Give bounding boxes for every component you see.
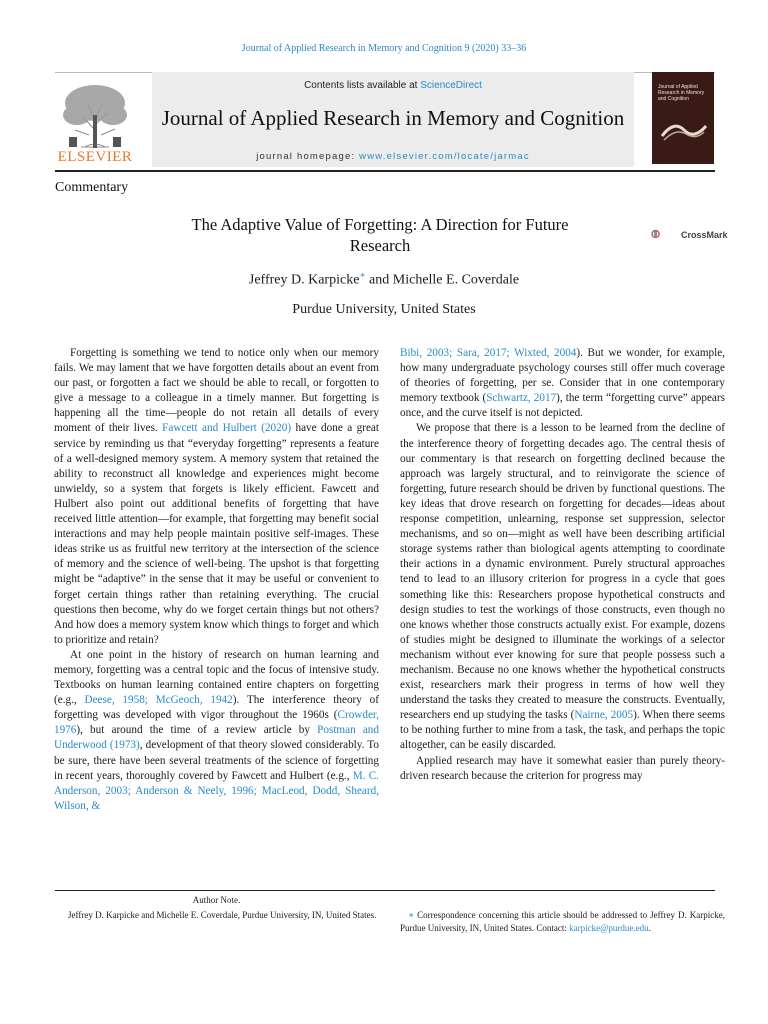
body-column-right: [400, 346, 725, 784]
cover-art-icon: [660, 116, 708, 146]
crossmark-icon[interactable]: [651, 220, 679, 248]
section-label: Commentary: [55, 180, 129, 195]
reference-link[interactable]: Crowder, 1976: [54, 709, 379, 737]
paragraph: Applied research may have it somewhat easier than purely theory-driven research because the criterion for progress may: [400, 754, 725, 782]
affiliation: Purdue University, United States: [292, 302, 476, 317]
correspondence-note: ∗ Correspondence concerning this article should be addressed to Jeffrey D. Karpicke, Purdue University, IN, United States. Contact: karpicke@purdue.edu.: [400, 910, 725, 933]
header-bottom-rule: [55, 170, 715, 172]
author-line: [0, 270, 768, 289]
homepage-prefix: journal homepage:: [256, 151, 360, 162]
journal-cover-thumbnail[interactable]: [652, 72, 714, 164]
author-note-heading: Author Note.: [192, 895, 241, 905]
author-note: Jeffrey D. Karpicke and Michelle E. Coverdale, Purdue University, IN, United States.: [68, 910, 377, 920]
corresponding-author-star[interactable]: ∗: [359, 270, 366, 280]
homepage-link[interactable]: www.elsevier.com/locate/jarmac: [359, 151, 530, 162]
footnote-rule: [55, 890, 715, 891]
footnote-star: ∗: [408, 910, 415, 920]
reference-link[interactable]: Deese, 1958; McGeoch, 1942: [84, 694, 233, 707]
crossmark-label[interactable]: CrossMark: [681, 230, 728, 240]
reference-link[interactable]: Nairne, 2005: [574, 709, 634, 722]
reference-link[interactable]: Fawcett and Hulbert (2020): [162, 422, 292, 435]
paragraph: We propose that there is a lesson to be learned from the decline of the interference theory of forgetting decades ago. The central thesis of our commentary is that research on forgetting declined because the approach was largely structural, and to reinvigorate the science of forgetting, future research should be driven by functional questions. The key ideas that drove research on forgetting for decades—ideas about response competition, unlearning, response set suppression, selector mechanisms, and so on—might as well have been describing artificial storage systems rather than biological agents attempting to coordinate their actions in a dynamic environment. Purely structural approaches tend to lead to an illusory criterion for progress in a cycle that goes something like this: Researchers propose hypothetical constructs and design studies to test the workings of those constructs, even though no one knows whether those constructs actually exist. For example, dozens of studies might be designed to illuminate the workings of a selector mechanism without ever knowing for sure that people possess such a mechanism. Because no one knows whether the hypothetical constructs exist, researchers mark their progress in terms of how well they understand the tasks they created to measure the constructs. Eventually, researchers end up studying the tasks (Nairne, 2005). When there seems to be nothing further to mine from a task, the task, and perhaps the topic altogether, can be easily discarded.: [400, 422, 726, 752]
contents-line: [152, 80, 634, 91]
paragraph: Forgetting is something we tend to notice only when our memory fails. We may lament that we have forgotten details about an event from our past, or forgotten a fact we should be able to recall, or forgotten to give a message to a colleague in a timely manner. But forgetting is happening all the time—people do not retain all details of every moment of their lives. Fawcett and Hulbert (2020) have done a great service by reminding us that “everyday forgetting” represents a feature of a well-designed memory system. A memory system that retained the ability to reconstruct all knowledge and experiences might become unwieldy, so a system that forgets is likely efficient. Fawcett and Hulbert also point out additional benefits of forgetting that have received little attention—for example, that forgetting may benefit social interactions and may help people maintain positive self-images. These ideas strike us as fruitful new territory at the intersection of the science of memory and the science of well-being. The upshot is that forgetting might be “adaptive” in the sense that it may be useful or convenient to forget certain things rather than retaining everything. The crucial questions then become, why do we forget certain things but not others? And how does a memory system know which things to forget and which to prioritize and retain?: [54, 347, 379, 646]
journal-citation[interactable]: Journal of Applied Research in Memory and Cognition 9 (2020) 33–36: [241, 43, 527, 54]
author-karpicke: Jeffrey D. Karpicke: [248, 272, 360, 288]
email-link[interactable]: karpicke@purdue.edu: [569, 923, 649, 933]
paragraph: Bibi, 2003; Sara, 2017; Wixted, 2004). But we wonder, for example, how many undergraduate psychology courses still offer much coverage of theories of forgetting, per se. Consider that in one contemporary memory textbook (Schwartz, 2017), the term “forgetting curve” appears once, and the curve itself is not depicted.: [400, 347, 725, 420]
sciencedirect-link[interactable]: ScienceDirect: [420, 80, 482, 91]
contents-prefix: Contents lists available at: [304, 80, 421, 91]
elsevier-wordmark: ELSEVIER: [57, 149, 133, 165]
reference-link[interactable]: M. C. Anderson, 2003; Anderson & Neely, 1996; MacLeod, Dodd, Sheard, Wilson, &: [54, 769, 379, 812]
journal-title: Journal of Applied Research in Memory and Cognition: [161, 106, 625, 130]
author-coverdale: and Michelle E. Coverdale: [365, 272, 520, 288]
reference-link[interactable]: Schwartz, 2017: [486, 392, 557, 405]
journal-homepage: [152, 151, 634, 162]
cover-title: Journal of Applied Research in Memory and Cognition: [658, 84, 705, 102]
body-column-left: [54, 346, 379, 814]
paragraph: At one point in the history of research on human learning and memory, forgetting was a central topic and the focus of intensive study. Textbooks on human learning contained entire chapters on forgetting (e.g., Deese, 1958; McGeoch, 1942). The interference theory of forgetting was developed with vigor throughout the 1960s (Crowder, 1976), but around the time of a review article by Postman and Underwood (1973), development of that theory slowed considerably. To be sure, there have been several treatments of the science of forgetting in recent years, thoroughly covered by Fawcett and Hulbert (e.g., M. C. Anderson, 2003; Anderson & Neely, 1996; MacLeod, Dodd, Sheard, Wilson, &: [54, 648, 379, 812]
reference-link[interactable]: Postman and Underwood (1973): [54, 724, 379, 752]
reference-link[interactable]: Bibi, 2003; Sara, 2017; Wixted, 2004: [400, 347, 577, 359]
article-title: The Adaptive Value of Forgetting: A Direction for Future Research: [191, 215, 569, 255]
